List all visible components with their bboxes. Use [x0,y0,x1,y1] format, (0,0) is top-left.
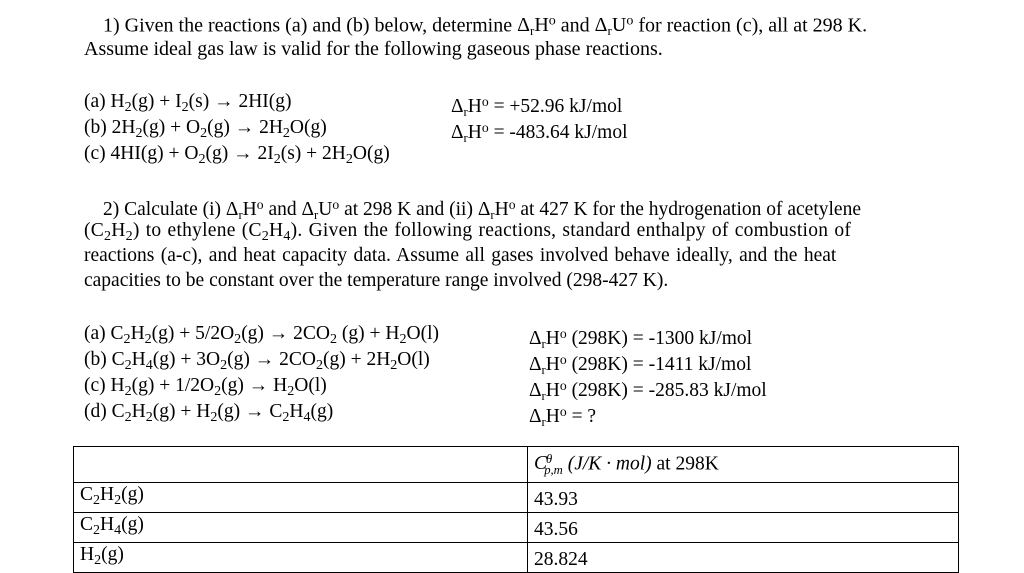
cp-value-c2h2: 43.93 [527,482,958,512]
p1-reaction-b: (b) $2H_2(g) + O_2(g) \to 2H_2O(g)$ [84,117,327,141]
p1-enthalpy-a: ΔrH$^o$ = +52.96 kJ/mol [451,94,623,119]
p2-enthalpy-d: ΔrH$^o$ = ? [529,404,597,429]
table-header-empty [74,447,528,483]
problem2-line1: 2) Calculate (i) ΔrH$^o$ and ΔrU$^o$ at 298 K and (ii) ΔrH$^o$ at 427 K for the hydrogenation of acetylene [103,197,861,222]
p2-ea-value: (298K) = -1300 kJ/mol [571,328,753,350]
table-header-cp [527,447,958,483]
cp-symbol: $C^\theta_{p,m}$ [533,452,563,477]
species-c2h2: $C_2H_2(g)$ [74,482,528,512]
p1-enthalpy-b: ΔrH$^o$ = -483.64 kJ/mol [451,120,628,145]
p1-ea-value: = +52.96 kJ/mol [493,96,623,118]
table-header-row [74,447,959,483]
p1-l1-text-b: and [560,14,590,37]
species-c2h4: $C_2H_4(g)$ [74,512,528,542]
p1-eb-value: = -483.64 kJ/mol [493,122,628,144]
p2-l1-b: and [268,199,297,221]
p2-ra-label: (a) [84,323,106,344]
p2-l2-a: to ethylene [145,220,236,241]
p1-reaction-c: (c) $4HI(g) + O_2(g) \to 2I_2(s) + 2H_2O(g)$ [84,143,390,167]
delta-r-u-symbol: ΔrU$^o$ [594,14,634,39]
p2-rd-label: (d) [84,401,107,422]
p1-l1-text-c: for reaction (c), all at 298 K. [638,14,868,37]
p2-reaction-b: (b) $C_2H_4(g) + 3O_2(g) \to 2CO_2(g) + 2H_2O(l)$ [84,349,430,373]
cp-value-c2h4: 43.56 [527,512,958,542]
cp-value-h2: 28.824 [527,542,958,572]
p2-reaction-d: (d) $C_2H_2(g) + H_2(g) \to C_2H_4(g)$ [84,401,334,425]
heat-capacity-table [73,446,959,573]
p2-l2-b: . Given the following reactions, standard enthalpy of combustion of [297,220,852,241]
problem1-line2: Assume ideal gas law is valid for the following gaseous phase reactions. [84,38,663,60]
p2-rb-label: (b) [84,349,107,370]
p1-reaction-a: (a) $H_2(g) + I_2(s) \to 2HI(g)$ [84,91,292,115]
p2-enthalpy-a: ΔrH$^o$ (298K) = -1300 kJ/mol [529,326,753,351]
species-h2: $H_2(g)$ [74,542,528,572]
p2-reaction-c: (c) $H_2(g) + 1/2O_2(g) \to H_2O(l)$ [84,375,327,399]
p2-l1-d: at 427 K for the hydrogenation of acetylene [520,199,861,221]
p2-rc-label: (c) [84,375,106,396]
p2-reaction-a: (a) $C_2H_2(g) + 5/2O_2(g) \to 2CO_2$ $(g) + H_2O(l)$ [84,323,439,347]
p2-eb-value: (298K) = -1411 kJ/mol [571,354,752,376]
p1-l1-text-a: 1) Given the reactions (a) and (b) below, determine [103,14,513,37]
p2-enthalpy-c: ΔrH$^o$ (298K) = -285.83 kJ/mol [529,378,767,403]
delta-r-h-symbol: ΔrH$^o$ [517,14,556,39]
p2-l1-a: 2) Calculate (i) [103,199,222,221]
problem2-line3: reactions (a-c), and heat capacity data. Assume all gases involved behave ideally, and the heat [84,245,837,266]
table-row [74,542,959,572]
p2-ec-value: (298K) = -285.83 kJ/mol [571,380,767,402]
cp-units: (J/K · mol) [567,453,652,475]
p2-ed-value: = ? [571,406,597,428]
table-row [74,512,959,542]
cp-temp: at 298K [656,453,719,475]
p1-rb-label: (b) [84,117,107,138]
p2-enthalpy-b: ΔrH$^o$ (298K) = -1411 kJ/mol [529,352,752,377]
problem2-line2: $(C_2H_2)$ to ethylene $(C_2H_4)$. Given the following reactions, standard enthalpy of combustion of [84,220,852,244]
problem2-line4: capacities to be constant over the temperature range involved (298-427 K). [84,270,669,291]
p1-ra-label: (a) [84,91,106,112]
table-row [74,482,959,512]
p2-l1-c: at 298 K and (ii) [344,199,473,221]
p1-rc-label: (c) [84,143,106,164]
